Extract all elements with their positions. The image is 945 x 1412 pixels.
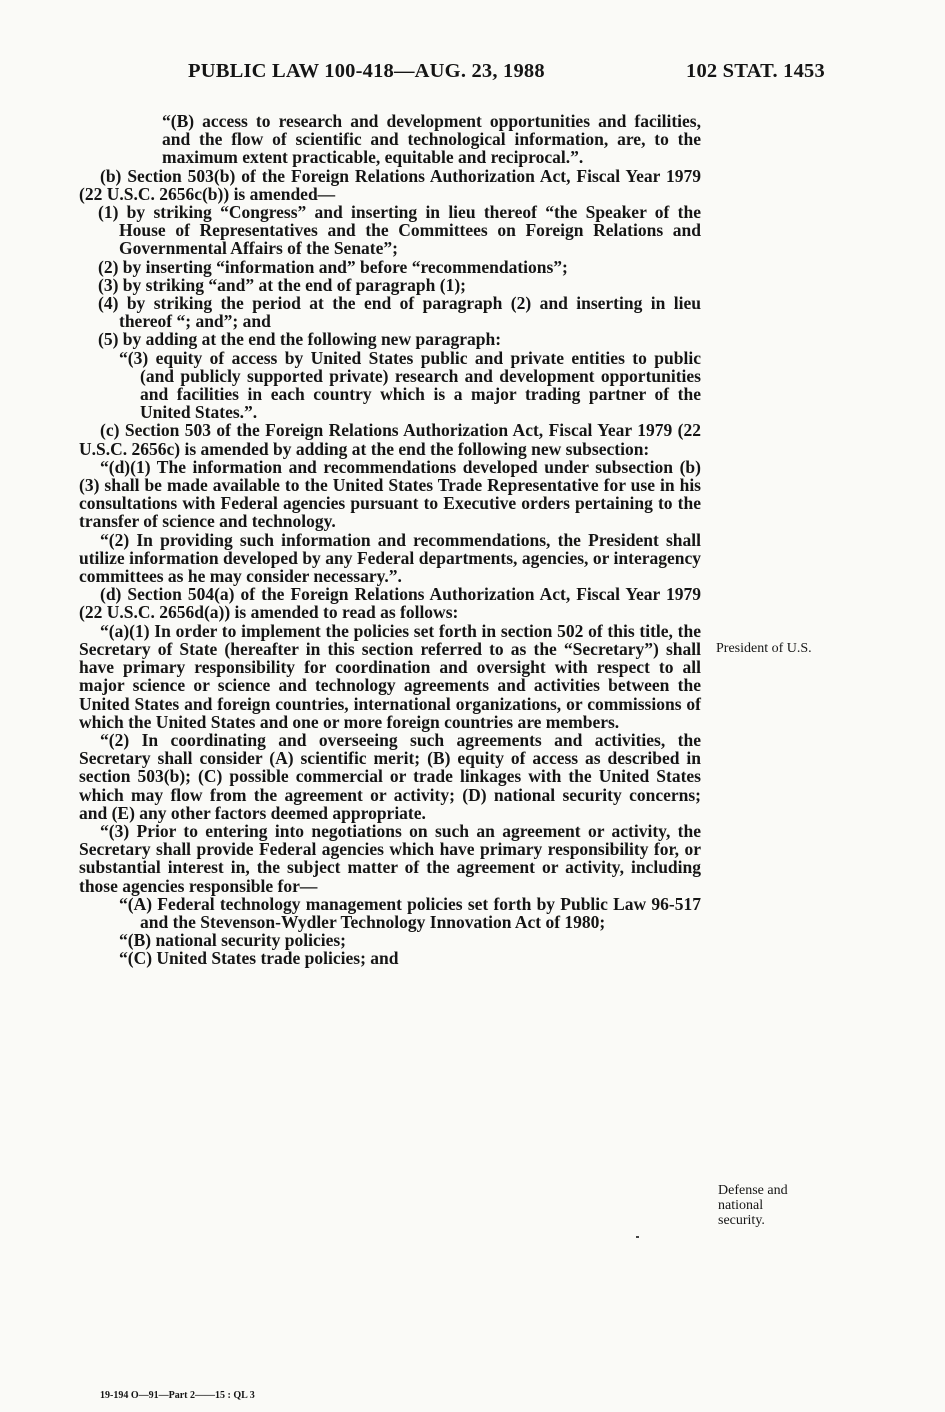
margin-note-defense-line1: Defense and bbox=[718, 1183, 788, 1198]
margin-note-defense bbox=[718, 1183, 828, 1228]
printer-footer: 19-194 O—91—Part 2——15 : QL 3 bbox=[100, 1390, 255, 1401]
clause-5: (5) by adding at the end the following new paragraph: bbox=[98, 329, 502, 350]
clause-2: (2) by inserting “information and” before “recommendations”; bbox=[98, 256, 568, 277]
subsection-d: (d) Section 504(a) of the Foreign Relations Authorization Act, Fiscal Year 1979 (22 U.S.C. 2656d(a)) is amended to read as follows: bbox=[79, 584, 701, 623]
subsection-b: (b) Section 503(b) of the Foreign Relations Authorization Act, Fiscal Year 1979 (22 U.S.C. 2656c(b)) is amended— bbox=[79, 165, 701, 204]
paragraph-b-access: “(B) access to research and development opportunities and facilities, and the flow of scientific and technological information, are, to the maximum extent practicable, equitable and reciprocal.”. bbox=[162, 111, 701, 168]
subsection-a2: “(2) In coordinating and overseeing such agreements and activities, the Secretary shall consider (A) scientific merit; (B) equity of access as described in section 503(b); (C) possible commercial or trade linkages with the United States which may flow from the agreement or activity; (D) national security concerns; and (E) any other factors deemed appropriate. bbox=[79, 729, 701, 823]
clause-1: (1) by striking “Congress” and inserting in lieu thereof “the Speaker of the House of Representatives and the Committees on Foreign Relations and Governmental Affairs of the Senate”; bbox=[98, 202, 701, 259]
margin-note-defense-line3: security. bbox=[718, 1213, 765, 1228]
subsection-c: (c) Section 503 of the Foreign Relations Authorization Act, Fiscal Year 1979 (22 U.S.C. 2656c) is amended by adding at the end the following new subsection: bbox=[79, 420, 701, 459]
subsection-d2: “(2) In providing such information and recommendations, the President shall utilize information developed by any Federal departments, agencies, or interagency committees as he may consider necessary.”. bbox=[79, 529, 701, 587]
clause-3: (3) by striking “and” at the end of paragraph (1); bbox=[98, 274, 467, 295]
item-a: “(A) Federal technology management policies set forth by Public Law 96-517 and the Stevenson-Wydler Technology Innovation Act of 1980; bbox=[119, 893, 701, 932]
subsection-a1: “(a)(1) In order to implement the policies set forth in section 502 of this title, the Secretary of State (hereafter in this section referred to as the “Secretary”) shall have primary responsibility for coordination and oversight with respect to all major science or science and technology agreements and activities between the United States and foreign countries, international organizations, or commissions of which the United States and one or more foreign countries are members. bbox=[79, 620, 701, 732]
clause-4: (4) by striking the period at the end of paragraph (2) and inserting in lieu thereof “; and”; and bbox=[98, 293, 701, 332]
subsection-d1: “(d)(1) The information and recommendations developed under subsection (b)(3) shall be made available to the United States Trade Representative for use in his consultations with Federal agencies pursuant to Executive orders pertaining to the transfer of science and technology. bbox=[79, 456, 701, 532]
law-title: PUBLIC LAW 100-418—AUG. 23, 1988 bbox=[188, 60, 545, 82]
running-header bbox=[0, 60, 945, 90]
margin-note-defense-line2: national bbox=[718, 1198, 764, 1213]
statute-body bbox=[79, 112, 701, 968]
stat-page-number: 102 STAT. 1453 bbox=[686, 60, 825, 82]
item-b: “(B) national security policies; bbox=[119, 930, 346, 951]
new-paragraph-3: “(3) equity of access by United States public and private entities to public (and publicly supported private) research and development opportunities and facilities in each country which is a major trading partner of the United States.”. bbox=[119, 347, 701, 423]
subsection-a3: “(3) Prior to entering into negotiations on such an agreement or activity, the Secretary shall provide Federal agencies which have primary responsibility for, or substantial interest in, the subject matter of the agreement or activity, including those agencies responsible for— bbox=[79, 820, 701, 896]
print-speck bbox=[636, 1236, 639, 1238]
item-c: “(C) United States trade policies; and bbox=[119, 948, 399, 969]
margin-note-president: President of U.S. bbox=[716, 641, 812, 656]
